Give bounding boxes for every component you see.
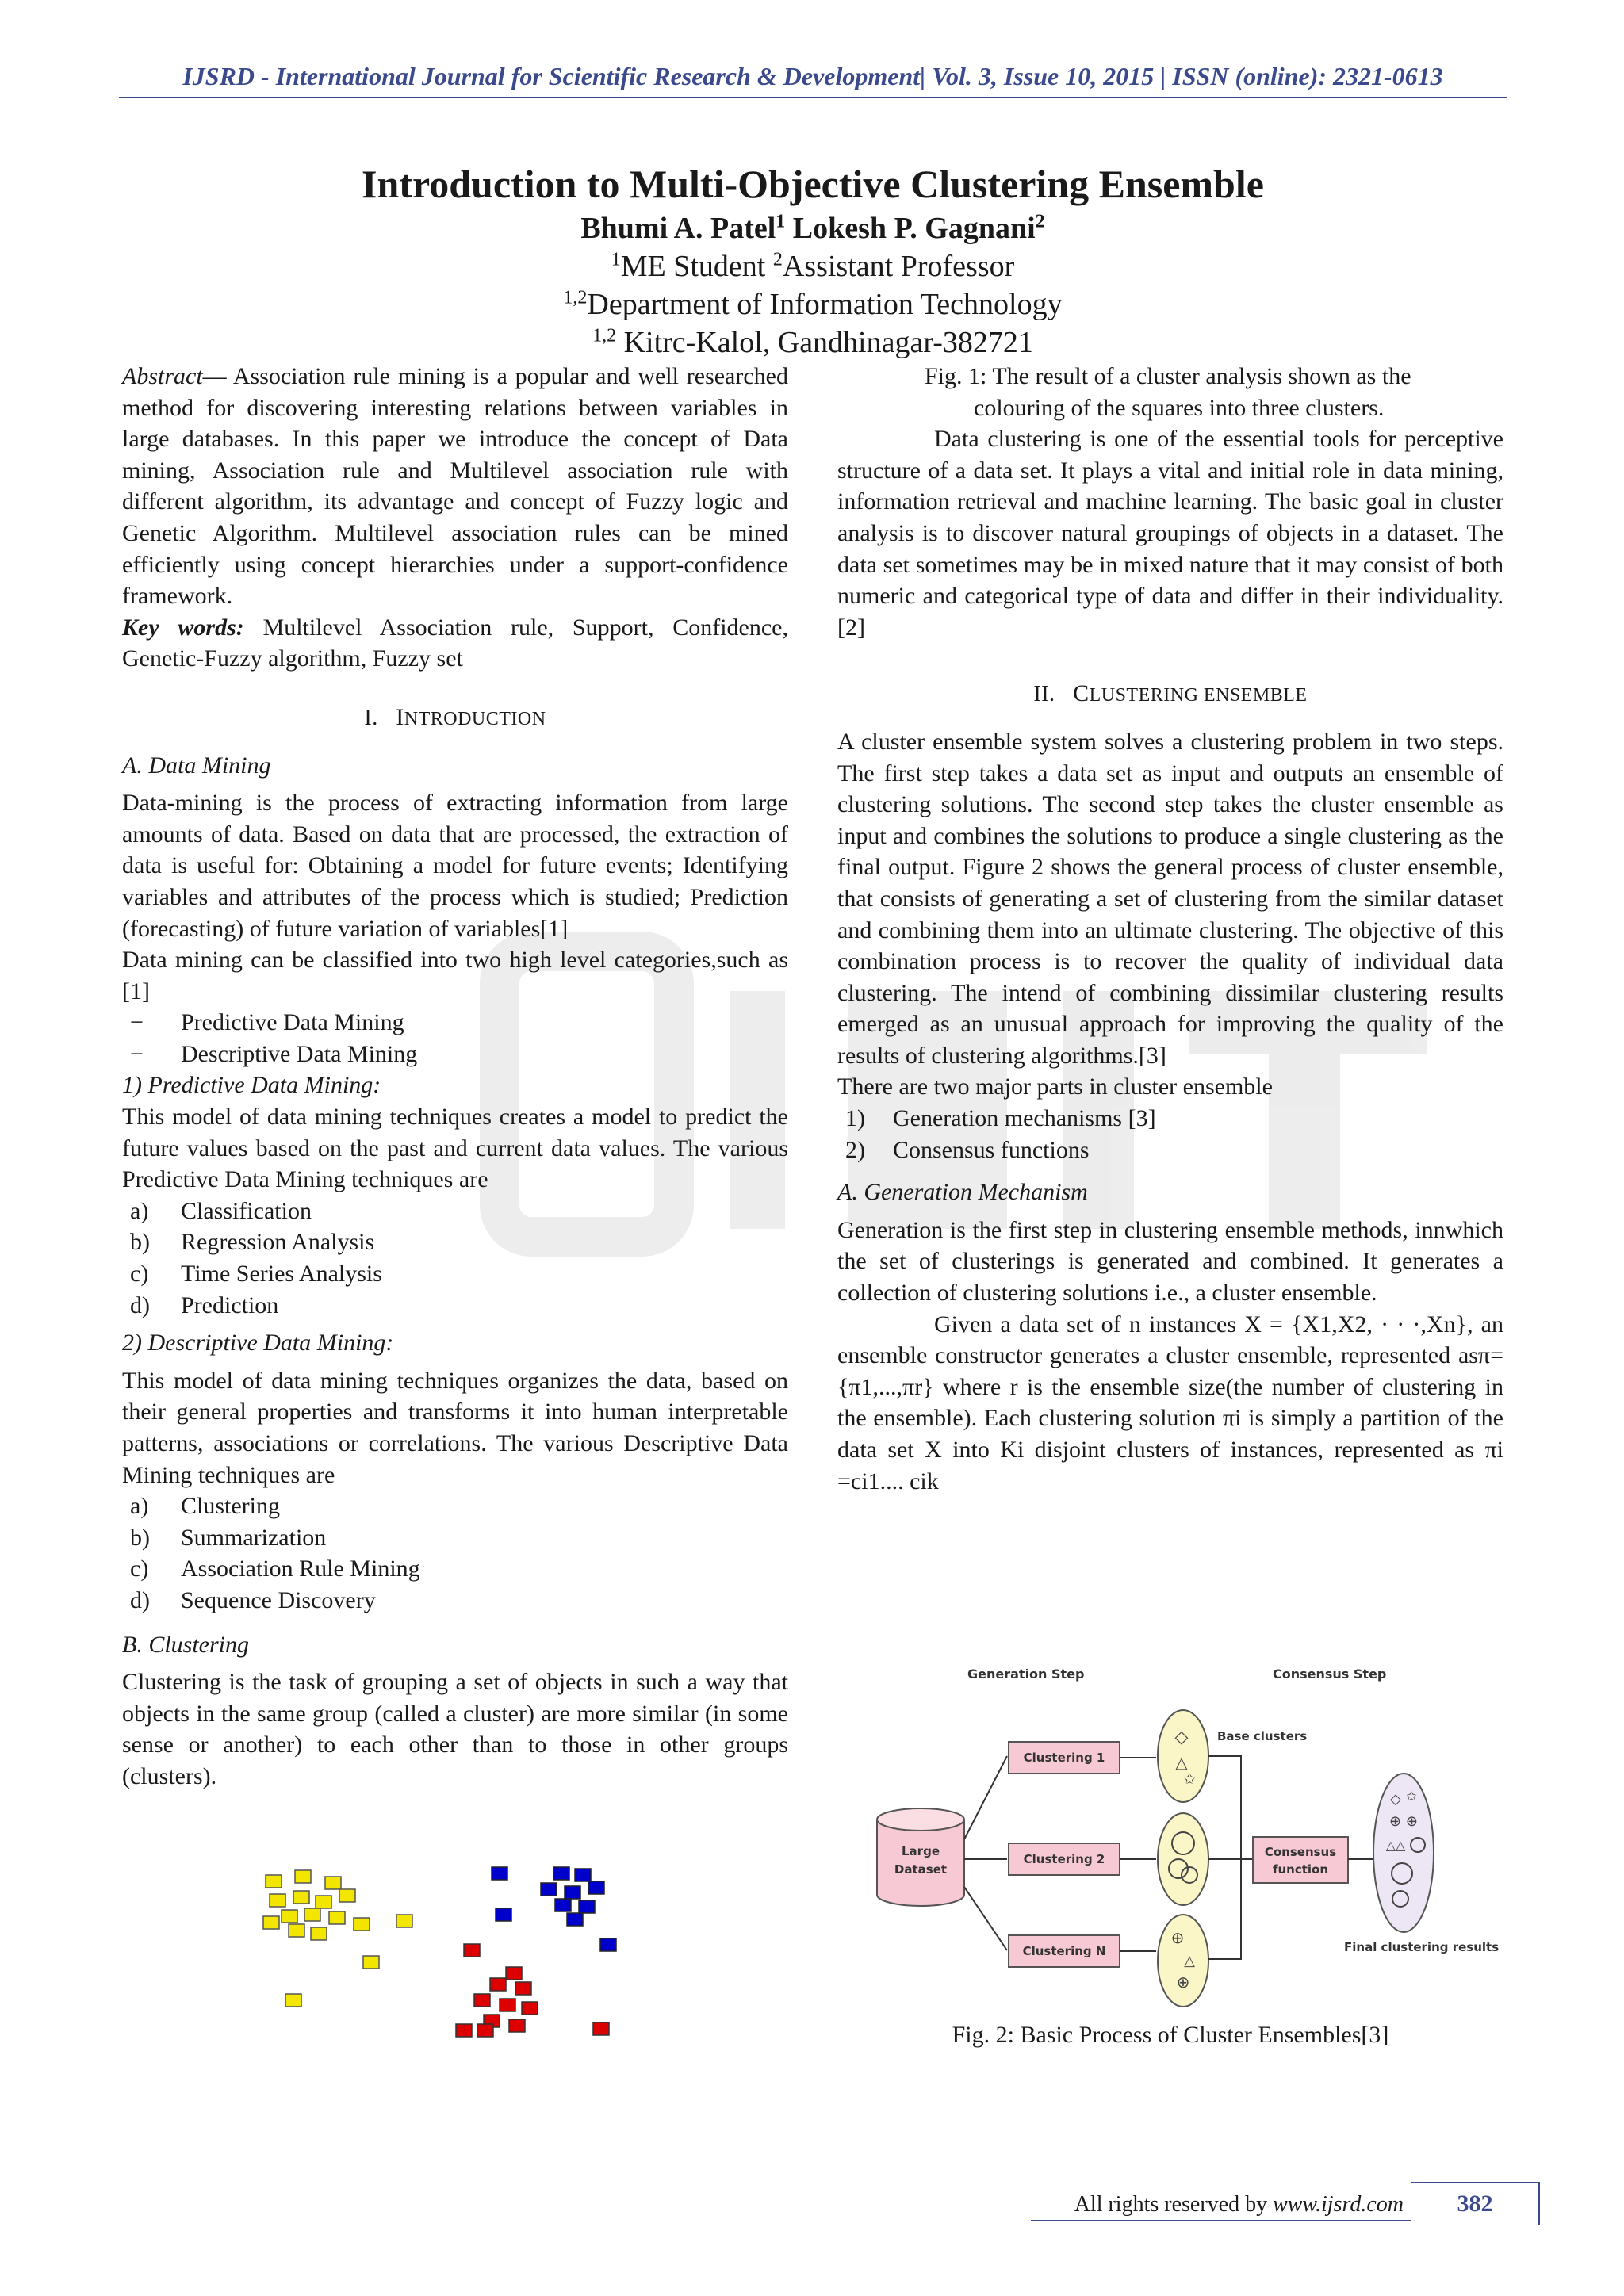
list-item: [122, 1007, 788, 1039]
triangle-shape: △: [1184, 1953, 1195, 1969]
abstract: [122, 361, 788, 612]
final-cluster-ellipse: [1373, 1774, 1434, 1932]
section-title-rest: LUSTERING ENSEMBLE: [1089, 685, 1308, 706]
blue-square: [579, 1900, 595, 1913]
blue-square: [567, 1913, 583, 1926]
clustering-boxes: [1009, 1742, 1120, 1967]
list-marker: −: [130, 1009, 144, 1036]
triangle-shape: △△: [1385, 1838, 1406, 1853]
blue-cluster: [492, 1867, 616, 1951]
red-square: [509, 2019, 525, 2032]
figure-1-caption-line-1: Fig. 1: The result of a cluster analysis shown as the: [925, 363, 1411, 389]
affil-department: Department of Information Technology: [587, 288, 1063, 321]
diamond-shape: ◇: [1174, 1728, 1189, 1747]
author-line: [119, 209, 1507, 247]
list-text: Generation mechanisms [3]: [893, 1105, 1156, 1132]
predictive-techniques-list: [122, 1196, 788, 1321]
arrow-to-clustering-1: [964, 1756, 1007, 1839]
red-square: [515, 1982, 531, 1995]
subheading-predictive: 1) Predictive Data Mining:: [122, 1072, 381, 1099]
yellow-square: [325, 1877, 341, 1889]
page-number: 382: [1411, 2182, 1540, 2225]
paragraph-ensemble-constructor: Given a data set of n instances X = {X1,X2, · · ·,Xn}, an ensemble constructor generates a cluster ensemble, represented asπ= {π1,...,πr} where r is the ensemble size(the number of clustering in the ensemble). Each clustering solution πi is simply a partition of the data set X into Ki disjoint clusters of instances, represented as πi =ci1.... cik: [837, 1311, 1503, 1494]
list-item: [837, 1103, 1503, 1135]
crosshair-shape: ⊕: [1176, 1973, 1190, 1992]
yellow-square: [329, 1911, 345, 1924]
left-column: [122, 361, 788, 1793]
yellow-square: [282, 1910, 297, 1923]
descriptive-techniques-list: [122, 1490, 788, 1616]
blue-square: [588, 1881, 604, 1894]
red-square: [490, 1978, 506, 1991]
red-square: [506, 1967, 522, 1980]
list-text: Consensus functions: [893, 1136, 1090, 1163]
list-text: Classification: [181, 1197, 312, 1224]
list-marker: 1): [845, 1105, 865, 1132]
list-text: Clustering: [181, 1493, 280, 1520]
red-square: [456, 2024, 472, 2037]
clustering-to-base-arrows: [1120, 1758, 1156, 1951]
list-marker: −: [130, 1040, 144, 1067]
final-results-label: Final clustering results: [1344, 1940, 1500, 1954]
yellow-square: [295, 1870, 311, 1883]
list-marker: a): [130, 1197, 149, 1224]
yellow-square: [263, 1916, 279, 1929]
affiliation-line-1: [119, 247, 1507, 285]
list-item: [122, 1553, 788, 1585]
section-number: II.: [1033, 682, 1055, 707]
diamond-shape: ◇: [1390, 1791, 1401, 1808]
paragraph-categories: Data mining can be classified into two high level categories,such as [1]: [122, 947, 788, 1004]
section-title-cap: I: [396, 703, 404, 730]
list-text: Predictive Data Mining: [181, 1009, 404, 1036]
list-marker: d): [130, 1586, 150, 1613]
yellow-square: [311, 1927, 327, 1940]
list-text: Descriptive Data Mining: [181, 1040, 418, 1067]
list-marker: c): [130, 1556, 149, 1582]
author-2: Lokesh P. Gagnani: [792, 212, 1036, 245]
yellow-square: [354, 1918, 370, 1931]
affil-role-2: Assistant Professor: [782, 250, 1015, 283]
abstract-text: — Association rule mining is a popular and well researched method for discovering interesting relations between variables in large databases. In this paper we introduce the concept of Data mining, Association rule and Multilevel association rule with different algorithm, its advantage and concept of Fuzzy logic and Genetic Algorithm. Multilevel association rules can be mined efficiently using concept hierarchies under a support-confidence framework.: [122, 363, 788, 610]
list-item: [122, 1039, 788, 1070]
yellow-square: [285, 1994, 301, 2007]
list-text: Summarization: [181, 1524, 327, 1551]
paragraph-generation: Generation is the first step in clustering ensemble methods, innwhich the set of clusterings is generated and combined. It generates a collection of clustering solutions i.e., a cluster ensemble.: [837, 1216, 1503, 1307]
final-clustering-ellipse: [1344, 1774, 1499, 1954]
large-dataset-label-1: Large: [902, 1844, 940, 1858]
figure-2-caption: Fig. 2: Basic Process of Cluster Ensembles[3]: [952, 2022, 1389, 2048]
yellow-square: [270, 1894, 285, 1907]
figure-1-cluster-squares: [254, 1867, 619, 2073]
paragraph-predictive: This model of data mining techniques creates a model to predict the future values based on the past and current data values. The various Predictive Data Mining techniques are: [122, 1104, 788, 1193]
affil-sup: 1,2: [563, 287, 588, 308]
author-1-sup: 1: [776, 211, 786, 232]
list-item: [122, 1196, 788, 1227]
blue-square: [555, 1899, 571, 1911]
footer-rights-text: All rights reserved by: [1074, 2192, 1274, 2217]
consensus-label-2: function: [1272, 1862, 1329, 1877]
list-text: Time Series Analysis: [181, 1261, 382, 1288]
blue-square: [492, 1867, 508, 1880]
affiliation-line-2: [119, 285, 1507, 323]
affil-institute: Kitrc-Kalol, Gandhinagar-382721: [616, 326, 1033, 359]
affil-sup: 2: [772, 249, 783, 270]
subheading-descriptive: 2) Descriptive Data Mining:: [122, 1330, 394, 1357]
red-square: [477, 2024, 493, 2037]
list-text: Prediction: [181, 1292, 279, 1318]
base-to-consensus-lines: [1208, 1756, 1253, 1959]
author-2-sup: 2: [1035, 211, 1045, 232]
list-marker: b): [130, 1524, 150, 1551]
clustering-2-label: Clustering 2: [1023, 1852, 1105, 1866]
generation-step-label: Generation Step: [967, 1667, 1085, 1682]
section-heading-clustering-ensemble: [837, 678, 1503, 712]
yellow-square: [304, 1908, 320, 1921]
list-item: [122, 1585, 788, 1617]
blue-square: [600, 1938, 616, 1951]
list-text: Sequence Discovery: [181, 1586, 376, 1613]
yellow-square: [289, 1924, 304, 1937]
yellow-square: [363, 1956, 379, 1969]
keywords: [122, 612, 788, 675]
yellow-square: [316, 1896, 331, 1908]
abstract-label: Abstract: [122, 363, 203, 389]
consensus-step-label: Consensus Step: [1273, 1667, 1387, 1682]
header-rule: [119, 97, 1507, 98]
list-item: [837, 1135, 1503, 1166]
affil-sup: 1,2: [592, 325, 617, 346]
yellow-square: [293, 1891, 309, 1904]
red-square: [464, 1944, 480, 1957]
paragraph-descriptive: This model of data mining techniques organizes the data, based on their general properties and transforms it into human interpretable patterns, associations or correlations. The various Descriptive Data Mining techniques are: [122, 1367, 788, 1488]
footer-site-link[interactable]: www.ijsrd.com: [1273, 2192, 1404, 2217]
journal-header: IJSRD - International Journal for Scientific Research & Development| Vol. 3, Issue 10, 2015 | ISSN (online): 2321-0613: [182, 62, 1443, 90]
blue-square: [565, 1886, 580, 1899]
footer-rule: [1031, 2220, 1411, 2221]
footer-rights: [1031, 2192, 1404, 2218]
list-item: [122, 1258, 788, 1290]
clustering-n-label: Clustering N: [1022, 1944, 1106, 1958]
paragraph-two-parts: There are two major parts in cluster ensemble: [837, 1073, 1273, 1100]
paragraph-data-clustering: Data clustering is one of the essential tools for perceptive structure of a data set. It plays a vital and initial role in data mining, information retrieval and machine learning. The basic goal in cluster analysis is to discover natural groupings of objects in a dataset. The data set sometimes may be in mixed nature that it may consist of both numeric and categorical type of data and differ in their individuality.[2]: [837, 426, 1503, 641]
title-block: [119, 159, 1507, 362]
list-text: Regression Analysis: [181, 1229, 375, 1256]
yellow-square: [339, 1889, 355, 1902]
list-item: [122, 1226, 788, 1258]
list-marker: d): [130, 1292, 150, 1318]
list-item: [122, 1490, 788, 1522]
yellow-square: [396, 1915, 412, 1927]
section-title-rest: NTRODUCTION: [404, 708, 546, 729]
red-cluster: [456, 1944, 609, 2037]
paragraph-data-mining: Data-mining is the process of extracting information from large amounts of data. Based on data that are processed, the extraction of data is useful for: Obtaining a model for future events; Identifying variables and attributes of the process which is studied; Prediction (forecasting) of future variation of variables[1]: [122, 790, 788, 942]
base-cluster-2: [1158, 1813, 1208, 1905]
subheading-generation-mechanism: A. Generation Mechanism: [837, 1179, 1088, 1206]
author-1: Bhumi A. Patel: [580, 212, 776, 245]
crosshair-shape: ⊕: [1170, 1928, 1185, 1947]
affil-role-1: ME Student: [620, 250, 773, 283]
affiliation-line-3: [119, 323, 1507, 362]
affil-sup: 1: [611, 249, 621, 270]
list-item: [122, 1290, 788, 1322]
red-square: [593, 2022, 609, 2035]
right-column: [837, 361, 1503, 1497]
section-heading-introduction: [122, 702, 788, 736]
red-square: [500, 1999, 515, 2011]
yellow-square: [266, 1875, 282, 1888]
large-dataset-label-2: Dataset: [894, 1862, 948, 1877]
triangle-shape: △: [1175, 1753, 1188, 1772]
consensus-label-1: Consensus: [1264, 1845, 1337, 1859]
large-dataset-cylinder: [877, 1808, 964, 1906]
figure-1-caption-line-2: colouring of the squares into three clusters.: [974, 394, 1385, 421]
crosshair-shape: ⊕ ⊕: [1389, 1813, 1418, 1830]
ensemble-parts-list: [837, 1103, 1503, 1165]
paragraph-cluster-ensemble: A cluster ensemble system solves a clustering problem in two steps. The first step takes a data set as input and outputs an ensemble of clustering solutions. The second step takes the cluster ensemble as input and combines the solutions to produce a single clustering as the final output. Figure 2 shows the general process of cluster ensemble, that consists of generating a set of clustering from the similar dataset and combining them into an ultimate clustering. The objective of this combination process is to recover the quality of individual data clustering. The intend of combining dissimilar clustering results emerged as an unusual approach for improving the quality of the results of clustering algorithms.[3]: [837, 728, 1503, 1069]
connector-line: [1208, 1756, 1241, 1959]
keywords-label: Key words:: [122, 614, 244, 641]
list-marker: 2): [845, 1136, 865, 1163]
list-marker: a): [130, 1493, 149, 1520]
base-clusters-label: Base clusters: [1217, 1729, 1308, 1743]
section-title-cap: C: [1073, 680, 1090, 707]
paragraph-clustering: Clustering is the task of grouping a set of objects in such a way that objects in the same group (called a cluster) are more similar (in some sense or another) to each other than to those in other groups (clusters).: [122, 1669, 788, 1789]
dataset-arrows: [964, 1756, 1007, 1950]
blue-square: [553, 1867, 569, 1880]
red-square: [522, 2002, 538, 2015]
list-text: Association Rule Mining: [181, 1556, 420, 1582]
section-number: I.: [364, 705, 378, 730]
clustering-1-label: Clustering 1: [1023, 1751, 1105, 1765]
list-item: [122, 1522, 788, 1554]
list-marker: b): [130, 1229, 150, 1256]
red-square: [474, 1994, 490, 2007]
figure-2-ensemble-diagram: [872, 1661, 1500, 2018]
arrow-to-clustering-n: [964, 1887, 1007, 1950]
star-shape: ✩: [1183, 1771, 1196, 1788]
subheading-data-mining: A. Data Mining: [122, 752, 271, 779]
yellow-cluster: [263, 1870, 412, 2007]
categories-list: [122, 1007, 788, 1070]
blue-square: [541, 1883, 557, 1896]
list-marker: c): [130, 1261, 149, 1288]
blue-square: [496, 1908, 511, 1921]
star-shape: ✩: [1406, 1789, 1417, 1804]
keywords-text: Multilevel Association rule, Support, Confidence, Genetic-Fuzzy algorithm, Fuzzy set: [122, 614, 788, 672]
blue-square: [575, 1869, 591, 1881]
paper-title: Introduction to Multi-Objective Clustering Ensemble: [362, 162, 1264, 206]
figure-1-caption: [837, 361, 1503, 423]
subheading-clustering: B. Clustering: [122, 1631, 250, 1658]
